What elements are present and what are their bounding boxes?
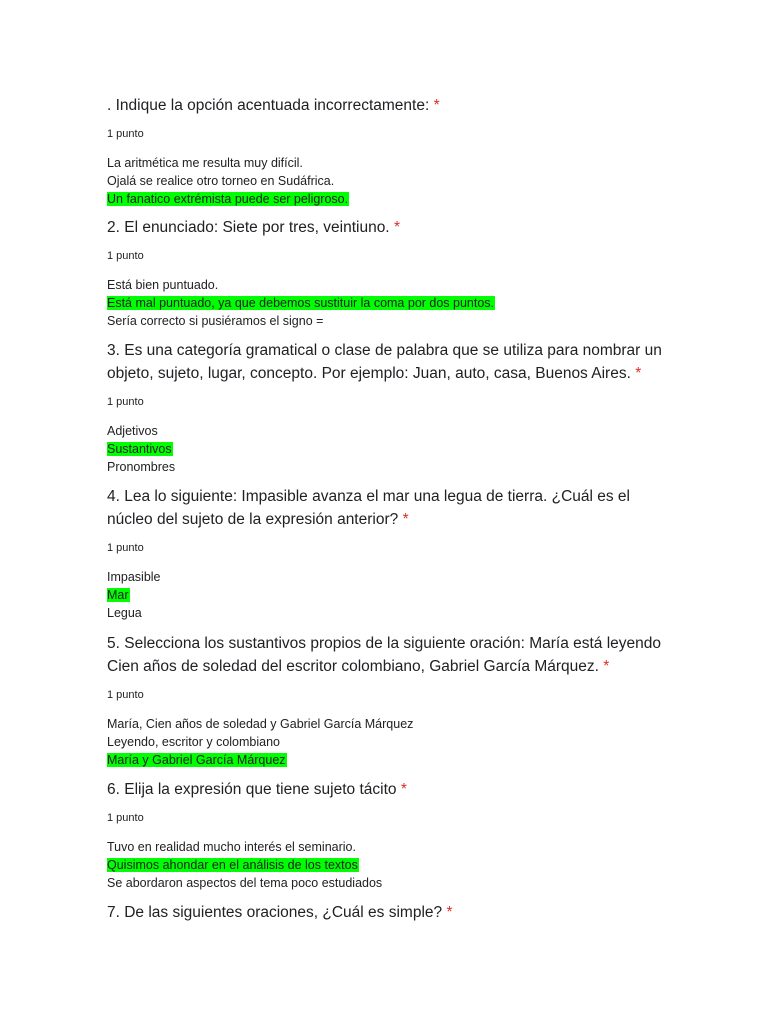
- option-text: María, Cien años de soledad y Gabriel García Márquez: [107, 717, 414, 731]
- option[interactable]: [107, 422, 707, 440]
- question-1: [107, 94, 707, 208]
- question-text: . Indique la opción acentuada incorrectamente:: [107, 97, 434, 114]
- option-text: La aritmética me resulta muy difícil.: [107, 156, 303, 170]
- option-correct[interactable]: [107, 586, 707, 604]
- required-asterisk: *: [635, 365, 642, 382]
- option[interactable]: [107, 312, 707, 330]
- option-text: Sería correcto si pusiéramos el signo =: [107, 314, 324, 328]
- question-title: [107, 485, 707, 531]
- question-text-line: 4. Lea lo siguiente: Impasible avanza el mar una legua de tierra. ¿Cuál es el: [107, 488, 630, 505]
- points-label: 1 punto: [107, 396, 144, 408]
- option[interactable]: [107, 715, 707, 733]
- option-text: Ojalá se realice otro torneo en Sudáfrica.: [107, 174, 335, 188]
- question-text: 7. De las siguientes oraciones, ¿Cuál es simple?: [107, 904, 447, 921]
- option-correct[interactable]: [107, 856, 707, 874]
- question-title: [107, 632, 707, 678]
- required-asterisk: *: [393, 219, 400, 236]
- options-list: [107, 715, 707, 769]
- option-text: Se abordaron aspectos del tema poco estudiados: [107, 876, 383, 890]
- required-asterisk: *: [603, 658, 610, 675]
- options-list: [107, 838, 707, 892]
- required-asterisk: *: [446, 904, 453, 921]
- option[interactable]: [107, 733, 707, 751]
- question-3: [107, 339, 707, 476]
- points-label: 1 punto: [107, 812, 144, 824]
- question-text-line: 5. Selecciona los sustantivos propios de la siguiente oración: María está leyendo: [107, 635, 662, 652]
- question-title: [107, 901, 707, 924]
- question-text-line: objeto, sujeto, lugar, concepto. Por ejemplo: Juan, auto, casa, Buenos Aires.: [107, 365, 636, 382]
- question-6: [107, 778, 707, 892]
- option[interactable]: [107, 874, 707, 892]
- question-text-line: 3. Es una categoría gramatical o clase de palabra que se utiliza para nombrar un: [107, 342, 662, 359]
- question-title: [107, 778, 707, 801]
- option-correct[interactable]: [107, 440, 707, 458]
- question-text: 2. El enunciado: Siete por tres, veintiuno.: [107, 219, 394, 236]
- question-title: [107, 216, 707, 239]
- option-text: Leyendo, escritor y colombiano: [107, 735, 281, 749]
- option-text: Está bien puntuado.: [107, 278, 219, 292]
- option-text: Impasible: [107, 570, 161, 584]
- question-2: [107, 216, 707, 330]
- points-label: 1 punto: [107, 542, 144, 554]
- required-asterisk: *: [400, 781, 407, 798]
- options-list: [107, 154, 707, 208]
- question-4: [107, 485, 707, 622]
- option-text: Un fanatico extrémista puede ser peligroso.: [107, 192, 349, 206]
- option-text: Quisimos ahondar en el análisis de los textos: [107, 858, 358, 872]
- option-text: María y Gabriel García Márquez: [107, 753, 286, 767]
- points-label: 1 punto: [107, 128, 144, 140]
- option-text: Adjetivos: [107, 424, 158, 438]
- option-correct[interactable]: [107, 751, 707, 769]
- question-title: [107, 339, 707, 385]
- option[interactable]: [107, 172, 707, 190]
- points-label: 1 punto: [107, 250, 144, 262]
- options-list: [107, 422, 707, 476]
- option[interactable]: [107, 458, 707, 476]
- option[interactable]: [107, 838, 707, 856]
- option-text: Sustantivos: [107, 442, 172, 456]
- question-5: [107, 632, 707, 769]
- option[interactable]: [107, 604, 707, 622]
- required-asterisk: *: [402, 511, 409, 528]
- question-text-line: Cien años de soledad del escritor colombiano, Gabriel García Márquez.: [107, 658, 604, 675]
- question-text-line: núcleo del sujeto de la expresión anterior?: [107, 511, 403, 528]
- option-text: Está mal puntuado, ya que debemos sustituir la coma por dos puntos.: [107, 296, 495, 310]
- question-7: [107, 901, 707, 924]
- option-correct[interactable]: [107, 294, 707, 312]
- options-list: [107, 568, 707, 622]
- question-title: [107, 94, 707, 117]
- option-correct[interactable]: [107, 190, 707, 208]
- option-text: Legua: [107, 606, 142, 620]
- option[interactable]: [107, 154, 707, 172]
- option-text: Tuvo en realidad mucho interés el seminario.: [107, 840, 356, 854]
- required-asterisk: *: [433, 97, 440, 114]
- question-text: 6. Elija la expresión que tiene sujeto tácito: [107, 781, 401, 798]
- points-label: 1 punto: [107, 689, 144, 701]
- option-text: Pronombres: [107, 460, 176, 474]
- options-list: [107, 276, 707, 330]
- option-text: Mar: [107, 588, 129, 602]
- option[interactable]: [107, 568, 707, 586]
- option[interactable]: [107, 276, 707, 294]
